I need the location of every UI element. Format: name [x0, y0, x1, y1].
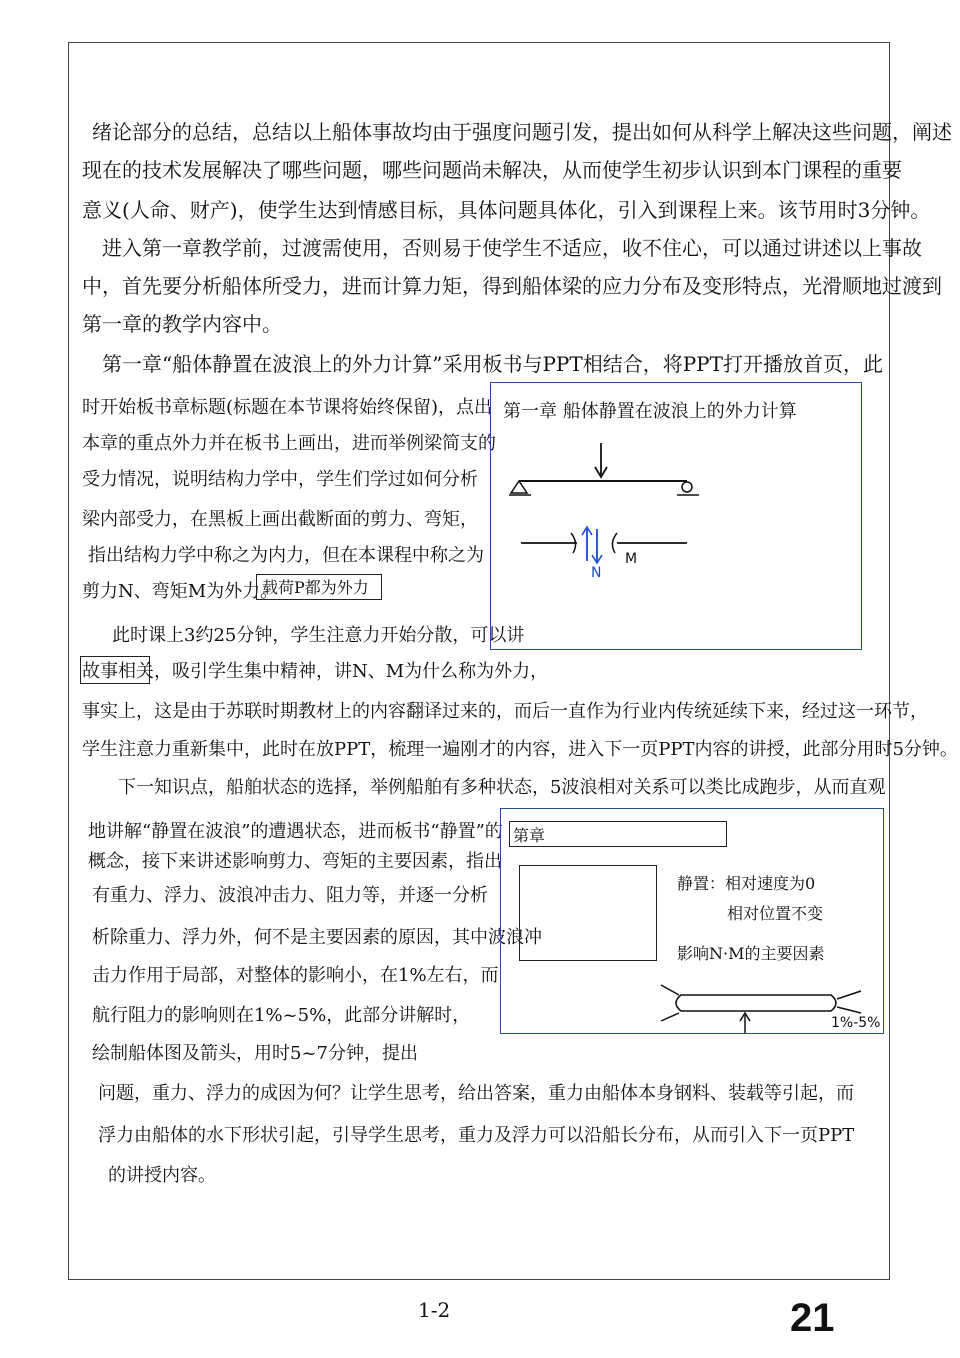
text-line-5: 中，首先要分析船体所受力，进而计算力矩，得到船体梁的应力分布及变形特点，光滑顺地过渡到	[82, 274, 942, 298]
slide-note-3: 影响N·M的主要因素	[677, 944, 825, 963]
text-line-6: 第一章的教学内容中。	[82, 312, 282, 336]
m-label: M	[625, 551, 638, 567]
text-line-12: 指出结构力学中称之为内力，但在本课程中称之为	[88, 545, 484, 566]
beam-diagram	[491, 383, 861, 649]
text-line-27: 浮力由船体的水下形状引起，引导学生思考，重力及浮力可以沿船长分布，从而引入下一页PPT	[98, 1125, 855, 1146]
text-line-26: 问题，重力、浮力的成因为何？让学生思考，给出答案，重力由船体本身钢料、装载等引起，而	[98, 1083, 854, 1104]
slide-sketch-1	[490, 382, 862, 650]
text-line-18: 下一知识点，船舶状态的选择，举例船舶有多种状态，5波浪相对关系可以类比成跑步，从而直观	[118, 777, 886, 798]
text-line-2: 现在的技术发展解决了哪些问题，哪些问题尚未解决，从而使学生初步认识到本门课程的重要	[82, 158, 902, 182]
text-line-16: 事实上，这是由于苏联时期教材上的内容翻译过来的，而后一直作为行业内传统延续下来，经过这一环节，	[82, 701, 928, 722]
percent-label: 1%-5%	[831, 1015, 881, 1031]
text-line-4: 进入第一章教学前，过渡需使用，否则易于使学生不适应，收不住心，可以通过讲述以上事故	[102, 236, 922, 260]
inline-note: 载荷P都为外力	[262, 578, 369, 597]
slide-sketch-2-header: 第章	[513, 826, 546, 845]
text-line-7: 第一章“船体静置在波浪上的外力计算”采用板书与PPT相结合，将PPT打开播放首页，此	[102, 352, 883, 376]
text-line-14: 此时课上3约25分钟，学生注意力开始分散，可以讲	[112, 625, 525, 646]
text-line-3: 意义(人命、财产)，使学生达到情感目标，具体问题具体化，引入到课程上来。该节用时3分钟。	[82, 198, 931, 222]
slide-sketch-2	[500, 808, 884, 1034]
text-line-11: 梁内部受力，在黑板上画出截断面的剪力、弯矩，	[82, 509, 478, 530]
text-line-15: 故事相关，吸引学生集中精神，讲N、M为什么称为外力，	[82, 661, 549, 682]
text-line-8: 时开始板书章标题(标题在本节课将始终保留)，点出	[82, 397, 493, 418]
text-line-10: 受力情况，说明结构力学中，学生们学过如何分析	[82, 469, 478, 490]
footer-page-code: 1-2	[418, 1298, 451, 1322]
text-line-28: 的讲授内容。	[108, 1165, 216, 1186]
text-line-23: 击力作用于局部，对整体的影响小，在1%左右，而	[92, 965, 499, 986]
text-line-1: 绪论部分的总结，总结以上船体事故均由于强度问题引发，提出如何从科学上解决这些问题，阐述	[92, 120, 952, 144]
text-line-13: 剪力N、弯矩M为外力。	[82, 581, 279, 602]
n-label: N	[591, 565, 602, 581]
text-line-25: 绘制船体图及箭头，用时5~7分钟，提出	[92, 1043, 418, 1064]
circled-word	[80, 656, 150, 684]
text-line-20: 概念，接下来讲述影响剪力、弯矩的主要因素，指出	[88, 851, 502, 872]
text-line-24: 航行阻力的影响则在1%~5%，此部分讲解时，	[92, 1005, 471, 1026]
text-line-22: 析除重力、浮力外，何不是主要因素的原因，其中波浪冲	[92, 927, 542, 948]
text-line-9: 本章的重点外力并在板书上画出，进而举例梁简支的	[82, 433, 496, 454]
slide-note-2: 相对位置不变	[727, 904, 824, 923]
text-line-21: 有重力、浮力、波浪冲击力、阻力等，并逐一分析	[92, 885, 488, 906]
text-line-17: 学生注意力重新集中，此时在放PPT，梳理一遍刚才的内容，进入下一页PPT内容的讲授，此部分用时5分钟。	[82, 739, 958, 760]
slide-note-1: 静置：相对速度为0	[677, 874, 816, 893]
text-line-19: 地讲解“静置在波浪”的遭遇状态，进而板书“静置”的	[88, 821, 503, 842]
slide-sketch-1-title: 第一章 船体静置在波浪上的外力计算	[503, 401, 797, 422]
page-number: 21	[790, 1296, 835, 1340]
ship-hull-sketch	[501, 809, 883, 1033]
